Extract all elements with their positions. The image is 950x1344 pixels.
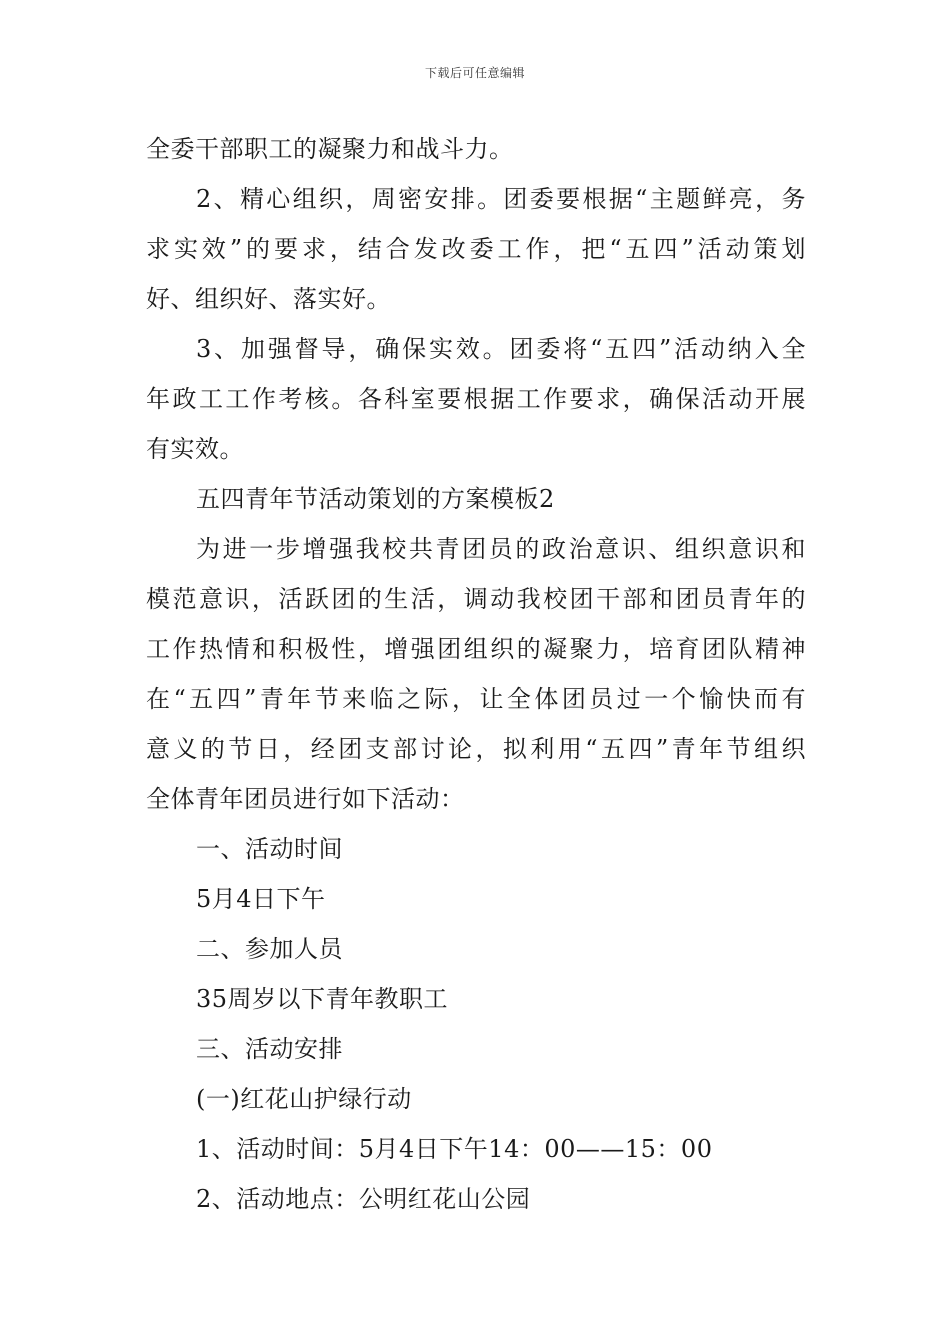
document-body — [146, 124, 806, 1224]
paragraph-line: 好、组织好、落实好。 — [146, 285, 391, 313]
page-header: 下载后可任意编辑 — [424, 66, 525, 80]
paragraph-line: 工作热情和积极性，增强团组织的凝聚力，培育团队精神 — [146, 635, 806, 663]
section-heading: 三、活动安排 — [196, 1035, 343, 1063]
paragraph-line: 模范意识，活跃团的生活，调动我校团干部和团员青年的 — [146, 585, 806, 613]
paragraph-line: 35周岁以下青年教职工 — [196, 985, 449, 1013]
paragraph-line: 1、活动时间：5月4日下午14：00——15：00 — [196, 1135, 713, 1163]
paragraph-line: 在“五四”青年节来临之际，让全体团员过一个愉快而有 — [146, 685, 806, 713]
paragraph-line: 全委干部职工的凝聚力和战斗力。 — [146, 135, 514, 163]
paragraph-line: 为进一步增强我校共青团员的政治意识、组织意识和 — [196, 535, 806, 563]
paragraph-line: 2、精心组织，周密安排。团委要根据“主题鲜亮，务 — [196, 185, 806, 213]
paragraph-line: 有实效。 — [146, 435, 244, 463]
paragraph-line: 意义的节日，经团支部讨论，拟利用“五四”青年节组织 — [146, 735, 806, 763]
paragraph-line: 3、加强督导，确保实效。团委将“五四”活动纳入全 — [196, 335, 806, 363]
section-heading: 五四青年节活动策划的方案模板2 — [196, 485, 555, 513]
paragraph-line: 年政工工作考核。各科室要根据工作要求，确保活动开展 — [146, 385, 806, 413]
paragraph-line: 全体青年团员进行如下活动： — [146, 785, 465, 813]
subsection-heading: (一)红花山护绿行动 — [196, 1085, 412, 1113]
paragraph-line: 2、活动地点：公明红花山公园 — [196, 1185, 531, 1213]
paragraph-line: 求实效”的要求，结合发改委工作，把“五四”活动策划 — [146, 235, 806, 263]
section-heading: 一、活动时间 — [196, 835, 343, 863]
section-heading: 二、参加人员 — [196, 935, 343, 963]
paragraph-line: 5月4日下午 — [196, 885, 326, 913]
